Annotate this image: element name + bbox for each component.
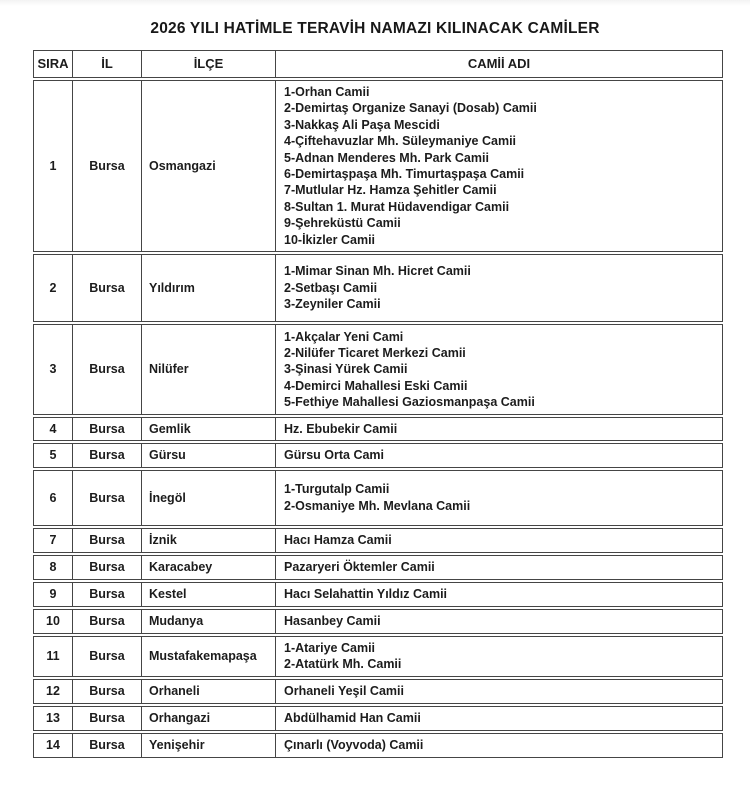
mosque-name: Hacı Selahattin Yıldız Camii [284,587,448,602]
cell-sira: 8 [49,560,57,575]
cell-il: Bursa [72,734,141,757]
table-row [33,706,723,731]
table-row [33,417,723,441]
mosque-name: Çınarlı (Voyvoda) Camii [284,737,424,752]
cell-sira: 10 [46,614,60,629]
cell-il: Bursa [72,583,141,606]
cell-ilce: Karacabey [141,556,275,579]
table-row [33,679,723,704]
mosque-name: Abdülhamid Han Camii [284,710,421,725]
mosque-name: Hacı Hamza Camii [284,533,392,548]
cell-ilce: Orhangazi [141,707,275,730]
mosque-name: 7-Mutlular Hz. Hamza Şehitler Camii [284,183,497,198]
cell-sira: 13 [46,710,60,725]
cell-il: Bursa [72,707,141,730]
scan-edge-artifact [0,0,750,6]
mosque-name: 1-Turgutalp Camii [284,482,390,497]
cell-mosque-list [275,255,722,321]
cell-mosque-list [275,529,722,552]
table-row [33,80,723,252]
cell-mosque-list [275,583,722,606]
mosque-name: 2-Atatürk Mh. Camii [284,657,402,672]
table-row [33,443,723,467]
cell-il: Bursa [72,418,141,440]
cell-il: Bursa [72,325,141,414]
cell-mosque-list [275,680,722,703]
cell-ilce: Yenişehir [141,734,275,757]
cell-mosque-list [275,81,722,251]
mosque-name: 8-Sultan 1. Murat Hüdavendigar Camii [284,199,510,214]
cell-ilce: Osmangazi [141,81,275,251]
mosque-name: 4-Çiftehavuzlar Mh. Süleymaniye Camii [284,134,517,149]
cell-il: Bursa [72,471,141,525]
table-row [33,470,723,526]
mosque-table [33,50,723,760]
mosque-name: 5-Adnan Menderes Mh. Park Camii [284,150,489,165]
header-cell-sira: SIRA [37,55,69,71]
mosque-name: 2-Setbaşı Camii [284,280,378,295]
mosque-name: 1-Akçalar Yeni Cami [284,329,404,344]
cell-il: Bursa [72,610,141,633]
cell-mosque-list [275,637,722,676]
cell-ilce: Gemlik [141,418,275,440]
mosque-name: Gürsu Orta Cami [284,448,385,463]
mosque-name: 1-Mimar Sinan Mh. Hicret Camii [284,264,471,279]
cell-il: Bursa [72,255,141,321]
cell-ilce: Mustafakemapaşa [141,637,275,676]
mosque-name: 2-Demirtaş Organize Sanayi (Dosab) Camii [284,101,537,116]
page-title: 2026 YILI HATİMLE TERAVİH NAMAZI KILINACAK CAMİLER [150,20,600,37]
cell-mosque-list [275,471,722,525]
table-row [33,528,723,553]
cell-il: Bursa [72,444,141,466]
cell-sira: 11 [46,649,60,664]
mosque-name: Hasanbey Camii [284,614,381,629]
cell-sira: 5 [49,448,57,463]
cell-sira: 4 [49,422,57,437]
cell-ilce: Mudanya [141,610,275,633]
cell-mosque-list [275,707,722,730]
cell-il: Bursa [72,680,141,703]
cell-sira: 9 [49,587,57,602]
mosque-name: Pazaryeri Öktemler Camii [284,560,435,575]
mosque-name: 2-Osmaniye Mh. Mevlana Camii [284,498,471,513]
mosque-name: 5-Fethiye Mahallesi Gaziosmanpaşa Camii [284,395,535,410]
table-header-row [33,50,723,78]
mosque-name: Hz. Ebubekir Camii [284,422,398,437]
mosque-name: 2-Nilüfer Ticaret Merkezi Camii [284,345,466,360]
table-row [33,636,723,677]
cell-il: Bursa [72,529,141,552]
cell-mosque-list [275,444,722,466]
mosque-name: 3-Şinasi Yürek Camii [284,362,408,377]
cell-ilce: Yıldırım [141,255,275,321]
cell-mosque-list [275,418,722,440]
cell-mosque-list [275,325,722,414]
cell-sira: 6 [49,490,57,505]
cell-il: Bursa [72,556,141,579]
cell-mosque-list [275,734,722,757]
header-cell-il: İL [72,51,141,77]
mosque-name: 3-Zeyniler Camii [284,297,381,312]
mosque-name: 1-Atariye Camii [284,640,376,655]
cell-sira: 7 [49,533,57,548]
cell-ilce: İnegöl [141,471,275,525]
cell-sira: 2 [49,280,57,295]
cell-ilce: Gürsu [141,444,275,466]
cell-ilce: Orhaneli [141,680,275,703]
cell-ilce: Nilüfer [141,325,275,414]
mosque-name: 9-Şehreküstü Camii [284,216,401,231]
mosque-name: 3-Nakkaş Ali Paşa Mescidi [284,117,440,132]
cell-ilce: Kestel [141,583,275,606]
header-cell-camii-adi: CAMİİ ADI [275,51,722,77]
cell-sira: 3 [49,362,57,377]
table-row [33,733,723,758]
mosque-name: Orhaneli Yeşil Camii [284,683,404,698]
cell-sira: 1 [49,158,57,173]
cell-il: Bursa [72,81,141,251]
cell-mosque-list [275,610,722,633]
cell-sira: 14 [46,737,60,752]
cell-mosque-list [275,556,722,579]
cell-ilce: İznik [141,529,275,552]
header-cell-ilce: İLÇE [141,51,275,77]
mosque-name: 6-Demirtaşpaşa Mh. Timurtaşpaşa Camii [284,167,525,182]
table-row [33,324,723,415]
cell-il: Bursa [72,637,141,676]
table-row [33,609,723,634]
mosque-name: 1-Orhan Camii [284,85,370,99]
cell-sira: 12 [46,683,60,698]
table-row [33,582,723,607]
table-row [33,555,723,580]
mosque-name: 4-Demirci Mahallesi Eski Camii [284,378,468,393]
table-row [33,254,723,322]
mosque-name: 10-İkizler Camii [284,232,376,247]
